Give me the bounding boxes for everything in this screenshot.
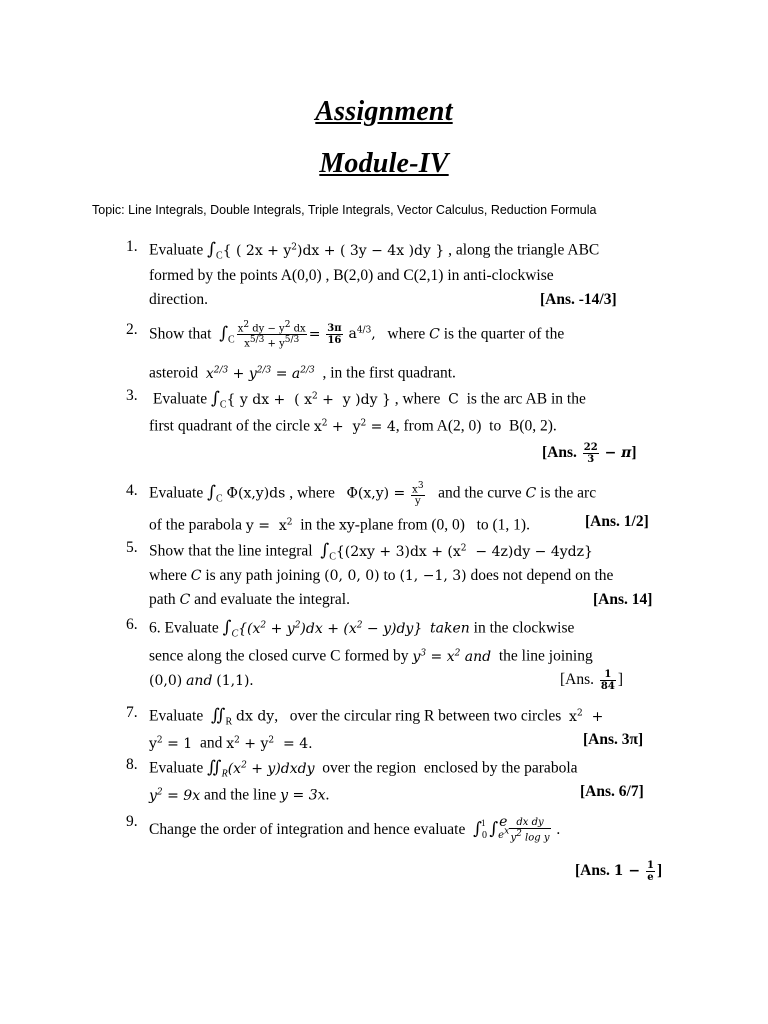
- problem-3-answer: [Ans. $\frac{22}{3}$ − π]: [542, 442, 637, 465]
- problem-1-answer: [Ans. -14/3]: [540, 291, 617, 308]
- problem-number: 2.: [126, 321, 138, 338]
- problem-8-line-1: Evaluate $∬_R(x^2$ + y)dxdy over the region enclosed by the parabola: [149, 757, 578, 780]
- problem-number: 4.: [126, 482, 138, 499]
- problem-6-line-3: (0,0) and (1,1).: [149, 672, 254, 689]
- problem-1-line-1: Evaluate $\int_C${ ( $2x + y^2)dx$ + ( 3y − 4x )dy } , along the triangle ABC: [149, 239, 600, 262]
- problem-3-line-2: first quadrant of the circle $x^2 + y^2 = 4$, from A(2, 0) to B(0, 2).: [149, 417, 557, 435]
- problem-number: 8.: [126, 756, 138, 773]
- problem-6-line-2: sence along the closed curve C formed by $y^3 = x^2$ and the line joining: [149, 647, 593, 665]
- problem-7-line-2: $y^2 = 1$ and $x^2 + y^2 = 4$.: [149, 734, 313, 752]
- problem-4-answer: [Ans. 1/2]: [585, 513, 649, 530]
- problem-9-line-1: Change the order of integration and hence evaluate $\int_0^1$ $\int_{e^x}^e$ $\frac{\text{dx dy}}{y^2 \log y}$ .: [149, 814, 561, 844]
- problem-5-line-3: path C and evaluate the integral.: [149, 591, 350, 608]
- problem-5-line-2: where C is any path joining (0, 0, 0) to (1, −1, 3) does not depend on the: [149, 567, 614, 584]
- problem-4-line-2: of the parabola $y = x^2$ in the xy-plane from (0, 0) to (1, 1).: [149, 516, 530, 534]
- problem-number: 3.: [126, 387, 138, 404]
- problem-2-line-1: Show that $\int_C$ $\frac{x^2 dy - y^2 dx}{x^{5/3} + y^{5/3}}$ = $\frac{3\pi}{16}$ $a^{4/3}$, where C is the quarter of the: [149, 320, 565, 350]
- problem-number: 9.: [126, 813, 138, 830]
- problem-5-line-1: Show that the line integral $\int_C\{(2xy + 3)dx + (x^2 - 4z)dy - 4ydz\}$: [149, 540, 593, 563]
- problem-number: 7.: [126, 704, 138, 721]
- document-title: Assignment: [315, 96, 453, 127]
- problem-7-line-1: Evaluate $∬_R$ dx dy, over the circular ring R between two circles $x^2$ +: [149, 705, 604, 728]
- problem-9-answer: [Ans. 1 − $\frac{1}{e}$ ]: [575, 860, 663, 883]
- topic-line: Topic: Line Integrals, Double Integrals, Triple Integrals, Vector Calculus, Reduction Formula: [92, 203, 597, 217]
- problem-number: 6.: [126, 616, 138, 633]
- problem-8-answer: [Ans. 6/7]: [580, 783, 644, 800]
- problem-7-answer: [Ans. 3π]: [583, 731, 644, 748]
- problem-5-answer: [Ans. 14]: [593, 591, 653, 608]
- problem-2-line-2: asteroid $x^{2/3} + y^{2/3} = a^{2/3}$ , in the first quadrant.: [149, 364, 456, 382]
- problem-4-line-1: Evaluate $\int_C$ Φ(x,y)ds , where Φ(x,y) = $\frac{x^3}{y}$ and the curve C is the arc: [149, 481, 597, 508]
- module-title: Module-IV: [319, 148, 449, 179]
- problem-number: 5.: [126, 539, 138, 556]
- problem-3-line-1: Evaluate $\int_C${ y dx + ( $x^2 + y$ )dy } , where C is the arc AB in the: [149, 388, 586, 411]
- problem-number: 1.: [126, 238, 138, 255]
- problem-6-line-1: 6. Evaluate $\int_C\{(x^2 + y^2)dx + (x^2 - y)dy\}$ taken in the clockwise: [149, 617, 575, 640]
- problem-8-line-2: $y^2 = 9x$ and the line y = 3x.: [149, 786, 330, 804]
- problem-6-answer: [Ans. $\frac{1}{84}$ ]: [560, 669, 623, 692]
- problem-1-line-3: direction.: [149, 291, 208, 308]
- problem-1-line-2: formed by the points A(0,0) , B(2,0) and C(2,1) in anti-clockwise: [149, 267, 554, 284]
